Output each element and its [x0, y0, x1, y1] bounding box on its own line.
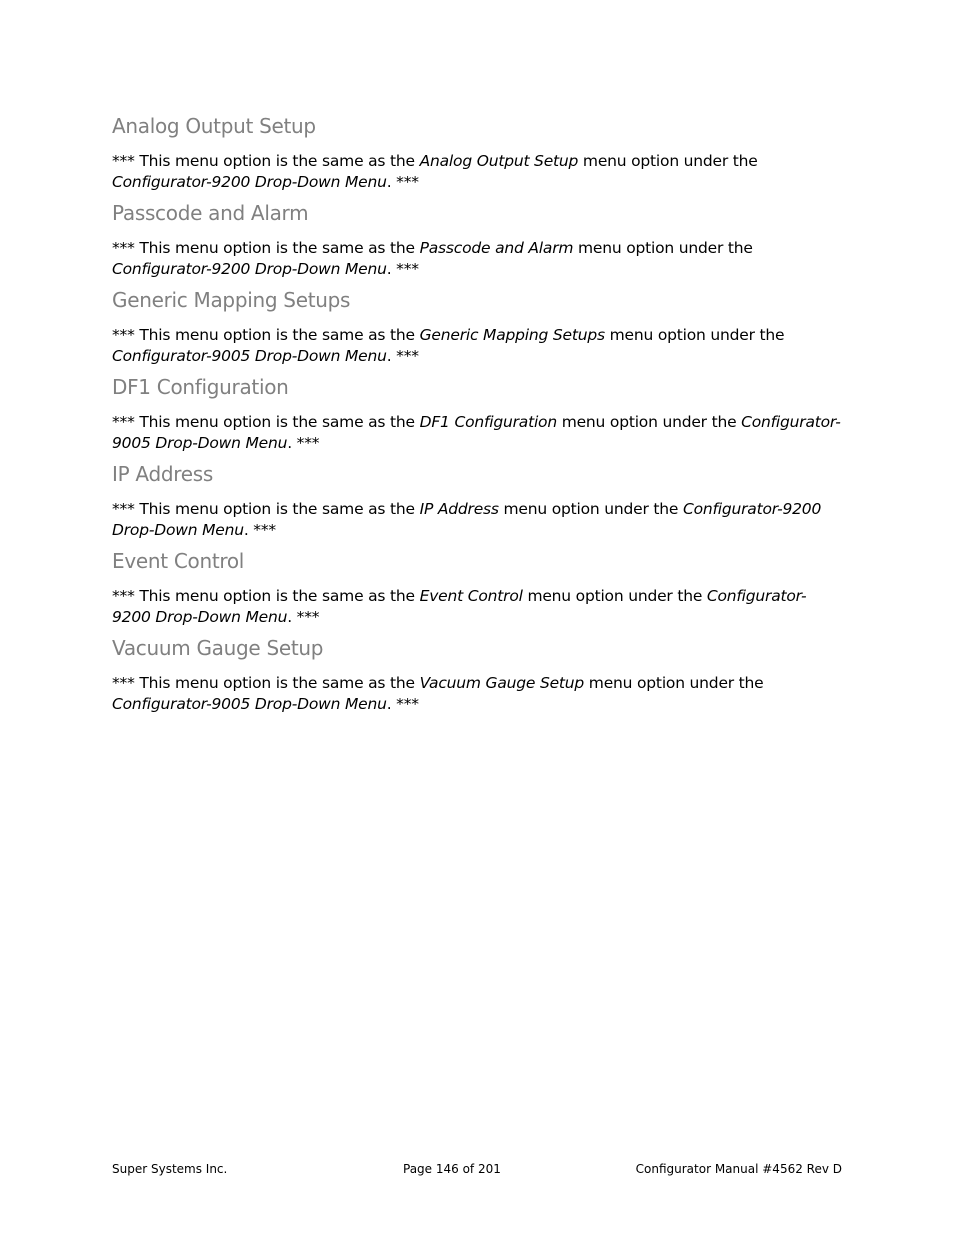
source-menu: Configurator-9005 Drop-Down Menu	[112, 695, 387, 713]
body-prefix: *** This menu option is the same as the	[112, 326, 420, 344]
source-menu: Configurator-9200 Drop-Down Menu	[112, 500, 822, 539]
body-prefix: *** This menu option is the same as the	[112, 413, 420, 431]
source-menu: Configurator-9200 Drop-Down Menu	[112, 260, 387, 278]
body-prefix: *** This menu option is the same as the	[112, 587, 420, 605]
menu-name: Analog Output Setup	[419, 152, 579, 170]
body-prefix: *** This menu option is the same as the	[112, 500, 420, 518]
section-heading: Generic Mapping Setups	[112, 288, 351, 312]
section-body	[112, 325, 842, 367]
section-heading: IP Address	[112, 462, 213, 486]
body-middle: menu option under the	[584, 674, 764, 692]
section-body	[112, 412, 842, 454]
section-heading: Event Control	[112, 549, 245, 573]
section-heading: DF1 Configuration	[112, 375, 289, 399]
menu-name: DF1 Configuration	[419, 413, 557, 431]
section-event-control	[112, 545, 842, 628]
document-content	[112, 110, 842, 719]
body-middle: menu option under the	[556, 413, 742, 431]
body-suffix: . ***	[386, 695, 419, 713]
page-footer	[112, 1162, 842, 1180]
menu-name: Passcode and Alarm	[419, 239, 574, 257]
footer-page-number: Page 146 of 201	[403, 1162, 501, 1176]
menu-name: Generic Mapping Setups	[419, 326, 605, 344]
body-suffix: . ***	[386, 347, 419, 365]
section-generic-mapping-setups	[112, 284, 842, 367]
body-suffix: . ***	[287, 608, 320, 626]
menu-name: Vacuum Gauge Setup	[419, 674, 585, 692]
body-prefix: *** This menu option is the same as the	[112, 152, 420, 170]
section-ip-address	[112, 458, 842, 541]
body-prefix: *** This menu option is the same as the	[112, 239, 420, 257]
body-middle: menu option under the	[573, 239, 753, 257]
section-body	[112, 586, 842, 628]
section-body	[112, 238, 842, 280]
body-middle: menu option under the	[522, 587, 707, 605]
section-heading: Passcode and Alarm	[112, 201, 309, 225]
body-prefix: *** This menu option is the same as the	[112, 674, 420, 692]
body-middle: menu option under the	[498, 500, 683, 518]
section-body	[112, 151, 842, 193]
body-suffix: . ***	[386, 260, 419, 278]
section-heading: Vacuum Gauge Setup	[112, 636, 324, 660]
footer-company: Super Systems Inc.	[112, 1162, 228, 1176]
source-menu: Configurator-9200 Drop-Down Menu	[112, 587, 807, 626]
source-menu: Configurator-9005 Drop-Down Menu	[112, 413, 841, 452]
section-passcode-and-alarm	[112, 197, 842, 280]
section-heading: Analog Output Setup	[112, 114, 316, 138]
section-body	[112, 673, 842, 715]
footer-document-title: Configurator Manual #4562 Rev D	[635, 1162, 842, 1176]
menu-name: Event Control	[419, 587, 523, 605]
body-suffix: . ***	[287, 434, 320, 452]
source-menu: Configurator-9005 Drop-Down Menu	[112, 347, 387, 365]
section-analog-output-setup	[112, 110, 842, 193]
body-suffix: . ***	[386, 173, 419, 191]
menu-name: IP Address	[419, 500, 499, 518]
section-vacuum-gauge-setup	[112, 632, 842, 715]
body-middle: menu option under the	[578, 152, 758, 170]
body-middle: menu option under the	[604, 326, 785, 344]
body-suffix: . ***	[243, 521, 276, 539]
section-body	[112, 499, 842, 541]
source-menu: Configurator-9200 Drop-Down Menu	[112, 173, 387, 191]
section-df1-configuration	[112, 371, 842, 454]
